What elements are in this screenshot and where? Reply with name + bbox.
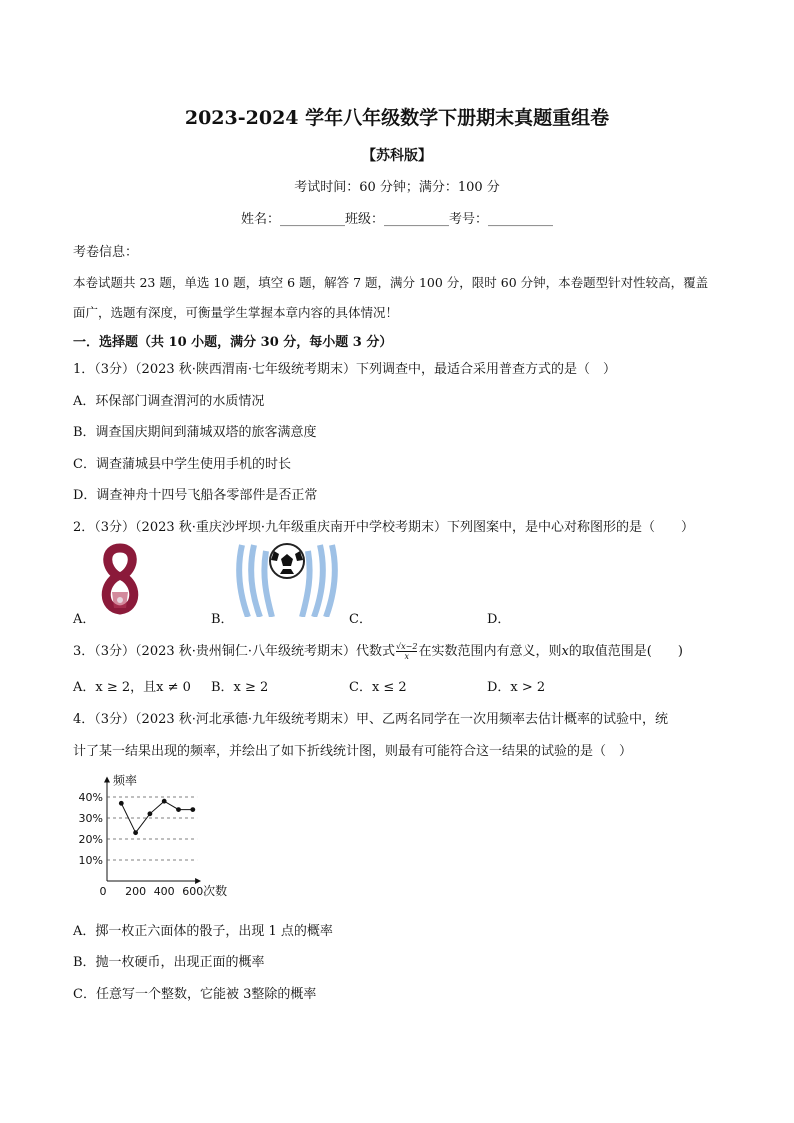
question-4-option-a: A．掷一枚正六面体的骰子，出现 1 点的概率 bbox=[73, 924, 333, 939]
x-tick-label: 600 bbox=[182, 885, 204, 898]
question-3-fraction-numerator: √x−2 bbox=[396, 642, 418, 651]
question-2-option-b: B． bbox=[211, 612, 234, 627]
question-3-fraction-denominator: x bbox=[404, 652, 409, 661]
y-tick-label: 10% bbox=[78, 854, 103, 867]
question-1-option-b: B．调查国庆期间到蒲城双塔的旅客满意度 bbox=[73, 425, 317, 440]
exam-time-info: 考试时间：60 分钟；满分：100 分 bbox=[294, 180, 500, 195]
data-point bbox=[119, 801, 124, 806]
data-point bbox=[190, 807, 195, 812]
data-point bbox=[162, 799, 167, 804]
frequency-line-chart bbox=[70, 764, 280, 904]
x-axis-label: 次数 bbox=[203, 884, 228, 898]
data-point bbox=[176, 807, 181, 812]
question-3-option-c: C．x ≤ 2 bbox=[349, 680, 407, 695]
question-2-stem: 2．（3分）（2023 秋·重庆沙坪坝·九年级重庆南开中学校考期末）下列图案中，是中心对称图形的是（ ） bbox=[73, 520, 695, 535]
student-info-line: 姓名：__________班级：__________考号：__________ bbox=[240, 212, 553, 227]
x-tick-label: 0 bbox=[99, 885, 107, 898]
frequency-series-line bbox=[121, 801, 193, 833]
question-1-stem: 1．（3分）（2023 秋·陕西渭南·七年级统考期末）下列调查中，最适合采用普查方式的是（ ） bbox=[73, 362, 617, 377]
question-3-stem bbox=[73, 640, 683, 661]
question-1-option-a: A．环保部门调查渭河的水质情况 bbox=[73, 394, 265, 409]
question-3-stem-prefix: 3．（3分）（2023 秋·贵州铜仁·八年级统考期末）代数式 bbox=[73, 644, 396, 659]
y-tick-label: 40% bbox=[78, 791, 103, 804]
data-point bbox=[148, 811, 153, 816]
question-4-option-b: B．抛一枚硬币，出现正面的概率 bbox=[73, 955, 265, 970]
edition-label: 【苏科版】 bbox=[362, 148, 432, 164]
question-4-stem-line-1: 4．（3分）（2023 秋·河北承德·九年级统考期末）甲、乙两名同学在一次用频率去估计概率的试验中，统 bbox=[73, 712, 669, 727]
question-3-stem-end: 的取值范围是( ) bbox=[568, 644, 683, 659]
exam-info-line-2: 面广，选题有深度，可衡量学生掌握本章内容的具体情况！ bbox=[73, 305, 399, 320]
y-tick-label: 30% bbox=[78, 812, 103, 825]
question-1-option-d: D．调查神舟十四号飞船各零部件是否正常 bbox=[73, 488, 318, 503]
option-a-trophy-emblem-image bbox=[98, 542, 142, 616]
y-tick-label: 20% bbox=[78, 833, 103, 846]
exam-info-heading: 考卷信息： bbox=[73, 245, 139, 260]
section-heading: 一．选择题（共 10 小题，满分 30 分，每小题 3 分） bbox=[73, 335, 393, 350]
x-tick-label: 200 bbox=[125, 885, 147, 898]
question-3-stem-middle: 在实数范围内有意义，则 bbox=[418, 644, 562, 659]
question-3-variable: x bbox=[561, 644, 569, 659]
question-3-option-d: D．x > 2 bbox=[487, 680, 546, 695]
x-tick-label: 400 bbox=[153, 885, 175, 898]
data-point bbox=[133, 830, 138, 835]
question-4-stem-line-2: 计了某一结果出现的频率，并绘出了如下折线统计图，则最有可能符合这一结果的试验的是（ ） bbox=[73, 744, 633, 759]
option-b-soccer-emblem-image bbox=[234, 541, 340, 617]
question-3-fraction bbox=[396, 642, 417, 661]
question-4-option-c: C．任意写一个整数，它能被 3整除的概率 bbox=[73, 987, 317, 1002]
question-3-option-b: B．x ≥ 2 bbox=[211, 680, 269, 695]
x-axis-arrow bbox=[195, 878, 201, 884]
question-2-option-a: A． bbox=[73, 612, 96, 627]
y-axis-label: 频率 bbox=[113, 773, 138, 788]
exam-info-line-1: 本卷试题共 23 题，单选 10 题，填空 6 题，解答 7 题，满分 100 分，限时 60 分钟，本卷题型针对性较高，覆盖 bbox=[73, 275, 709, 290]
y-axis-arrow bbox=[104, 777, 110, 783]
question-1-option-c: C．调查蒲城县中学生使用手机的时长 bbox=[73, 457, 291, 472]
question-2-option-c: C． bbox=[349, 612, 372, 627]
page-title: 2023-2024 学年八年级数学下册期末真题重组卷 bbox=[184, 107, 610, 129]
question-2-option-d: D． bbox=[487, 612, 511, 627]
question-3-option-a: A．x ≥ 2，且x ≠ 0 bbox=[73, 680, 191, 695]
